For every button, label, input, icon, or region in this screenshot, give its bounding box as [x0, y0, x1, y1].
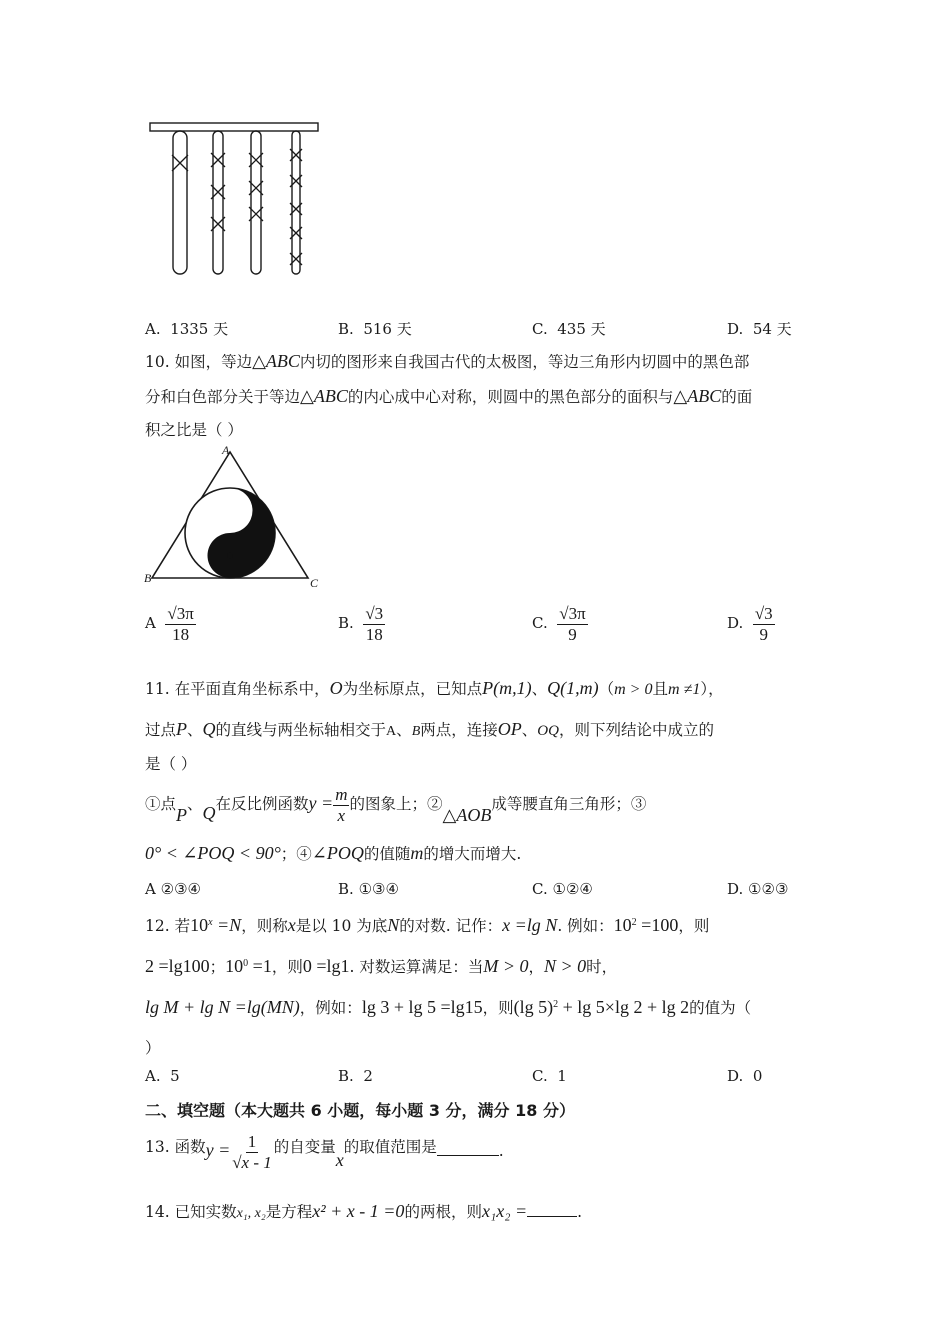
q11-option-c: C. ①②④	[532, 880, 593, 898]
q14-answer-blank[interactable]	[527, 1202, 577, 1217]
q10-line1: 10. 如图，等边△ABC内切的图形来自我国古代的太极图，等边三角形内切圆中的黑色部	[145, 351, 750, 371]
q9-option-c: C. 435 天	[532, 320, 606, 338]
q10-option-b: B. $\frac{√3}{18}$	[338, 604, 384, 644]
q12-line3: lg M + lg N =lg(MN)，例如：lg 3 + lg 5 =lg15，则(lg 5)$^2$ + lg 5×lg 2 + lg 2的值为（	[145, 997, 752, 1017]
q12-line4: ）	[145, 1039, 161, 1057]
q11-line3: 是（ ）	[145, 755, 197, 773]
q12-option-a: A. 5	[145, 1067, 180, 1085]
q12-option-c: C. 1	[532, 1067, 567, 1085]
q11-line2: 过点P、Q的直线与两坐标轴相交于A、B两点，连接OP、OQ，则下列结论中成立的	[145, 719, 714, 739]
q10-line2: 分和白色部分关于等边△ABC的内心成中心对称，则圆中的黑色部分的面积与△ABC的面	[145, 386, 753, 406]
q14-line: 14. 已知实数x₁, x₂是方程x² + x - 1 =0的两根，则x₁x₂ = .	[145, 1201, 583, 1221]
q12-line2: 2 =lg100；$10^0 =1$，则0 =lg1. 对数运算满足：当M > 0，N > 0时，	[145, 956, 618, 976]
q9-option-d: D. 54 天	[727, 320, 792, 338]
vertex-a-label: A	[222, 443, 230, 457]
q10-line3: 积之比是（ ）	[145, 421, 243, 439]
q10-option-a: A $\frac{√3\pi}{18}$	[145, 604, 194, 644]
q11-line1: 11. 在平面直角坐标系中，O为坐标原点，已知点P(m,1)、Q(1,m)（m > 0且m ≠1），	[145, 678, 724, 698]
q11-statement-1: ①点P、Q在反比例函数y = $\frac{m}{x}$ 的图象上；②△AOB成等腰直角三角形；③	[145, 785, 647, 826]
q12-option-b: B. 2	[338, 1067, 373, 1085]
q11-option-b: B. ①③④	[338, 880, 399, 898]
rods-figure	[140, 115, 330, 285]
q13-line: 13. 函数y = $\frac{1}{√x - 1}$ 的自变量x的取值范围是 .	[145, 1132, 504, 1172]
q11-option-a: A ②③④	[145, 880, 201, 898]
taiji-triangle-figure	[140, 442, 330, 592]
q13-answer-blank[interactable]	[437, 1141, 499, 1156]
q11-option-d: D. ①②③	[727, 880, 789, 898]
q12-line1: 12. 若$10^x =N$，则称x是以 10 为底N的对数. 记作：x =lg N. 例如：$10^2 =100$，则	[145, 915, 710, 935]
q10-option-d: D. $\frac{√3}{9}$	[727, 604, 773, 644]
section-2-heading: 二、填空题（本大题共 6 小题，每小题 3 分，满分 18 分）	[145, 1101, 575, 1120]
vertex-b-label: B	[144, 571, 152, 585]
vertex-c-label: C	[310, 576, 319, 590]
q11-statement-2: 0° < ∠POQ < 90°；④∠POQ的值随m的增大而增大.	[145, 843, 522, 863]
q12-option-d: D. 0	[727, 1067, 763, 1085]
q9-option-a: A. 1335 天	[145, 320, 229, 338]
q10-option-c: C. $\frac{√3\pi}{9}$	[532, 604, 586, 644]
q9-option-b: B. 516 天	[338, 320, 412, 338]
